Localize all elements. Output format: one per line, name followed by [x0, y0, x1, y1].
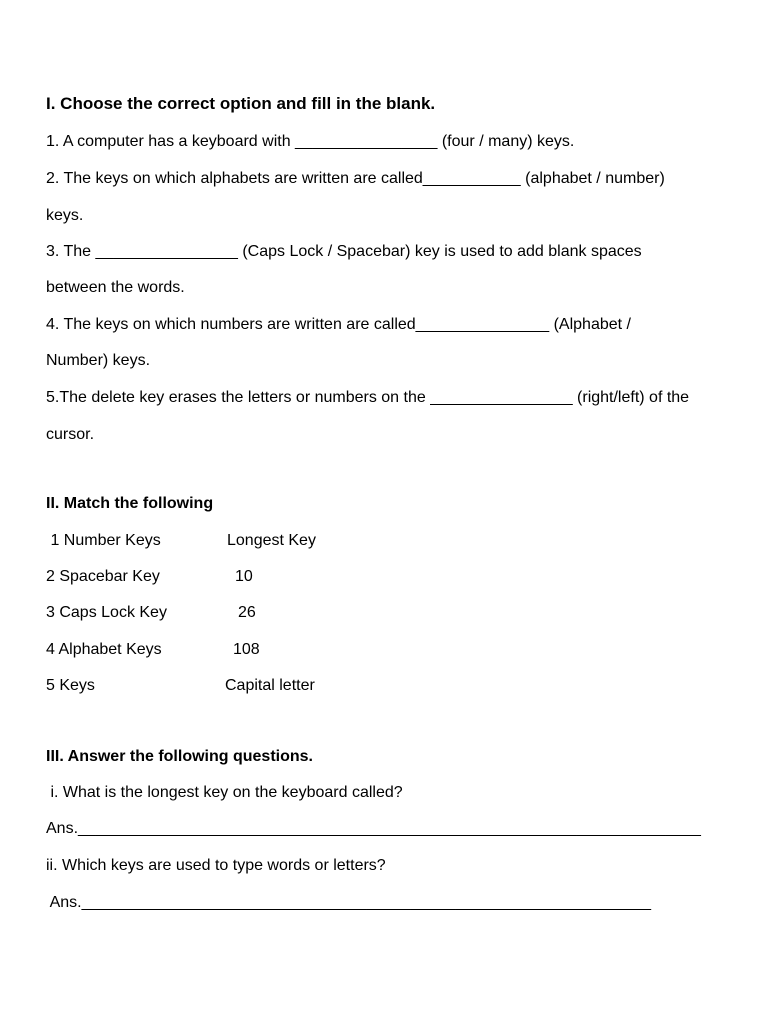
match-left-item: 1 Number Keys — [46, 532, 161, 549]
answer-ii-line: Ans.________________________________________________________________ — [46, 894, 652, 911]
match-right-item: 10 — [235, 568, 253, 585]
question-4-line: 4. The keys on which numbers are written are called_______________ (Alphabet / — [46, 316, 631, 333]
question-5-line: 5.The delete key erases the letters or numbers on the ________________ (right/left) of the — [46, 389, 690, 406]
question-4-line-cont: Number) keys. — [46, 352, 151, 369]
question-5-line-cont: cursor. — [46, 426, 95, 443]
question-2-line-cont: keys. — [46, 207, 84, 224]
match-left-item: 2 Spacebar Key — [46, 568, 160, 585]
match-right-item: Longest Key — [227, 532, 316, 549]
match-right-item: 108 — [233, 641, 260, 658]
answer-i-line: Ans.______________________________________________________________________ — [46, 820, 701, 837]
match-right-item: 26 — [238, 604, 256, 621]
section-2-heading: II. Match the following — [46, 495, 214, 512]
question-2-line: 2. The keys on which alphabets are written are called___________ (alphabet / number) — [46, 170, 665, 187]
section-1-heading: I. Choose the correct option and fill in the blank. — [46, 94, 436, 113]
question-3-line-cont: between the words. — [46, 279, 185, 296]
match-left-item: 5 Keys — [46, 677, 95, 694]
section-3-heading: III. Answer the following questions. — [46, 748, 313, 765]
question-1-line: 1. A computer has a keyboard with ________________ (four / many) keys. — [46, 133, 575, 150]
question-i-line: i. What is the longest key on the keyboard called? — [46, 784, 403, 801]
question-3-line: 3. The ________________ (Caps Lock / Spacebar) key is used to add blank spaces — [46, 243, 642, 260]
match-left-item: 3 Caps Lock Key — [46, 604, 167, 621]
match-left-item: 4 Alphabet Keys — [46, 641, 162, 658]
question-ii-line: ii. Which keys are used to type words or letters? — [46, 857, 386, 874]
match-right-item: Capital letter — [225, 677, 315, 694]
